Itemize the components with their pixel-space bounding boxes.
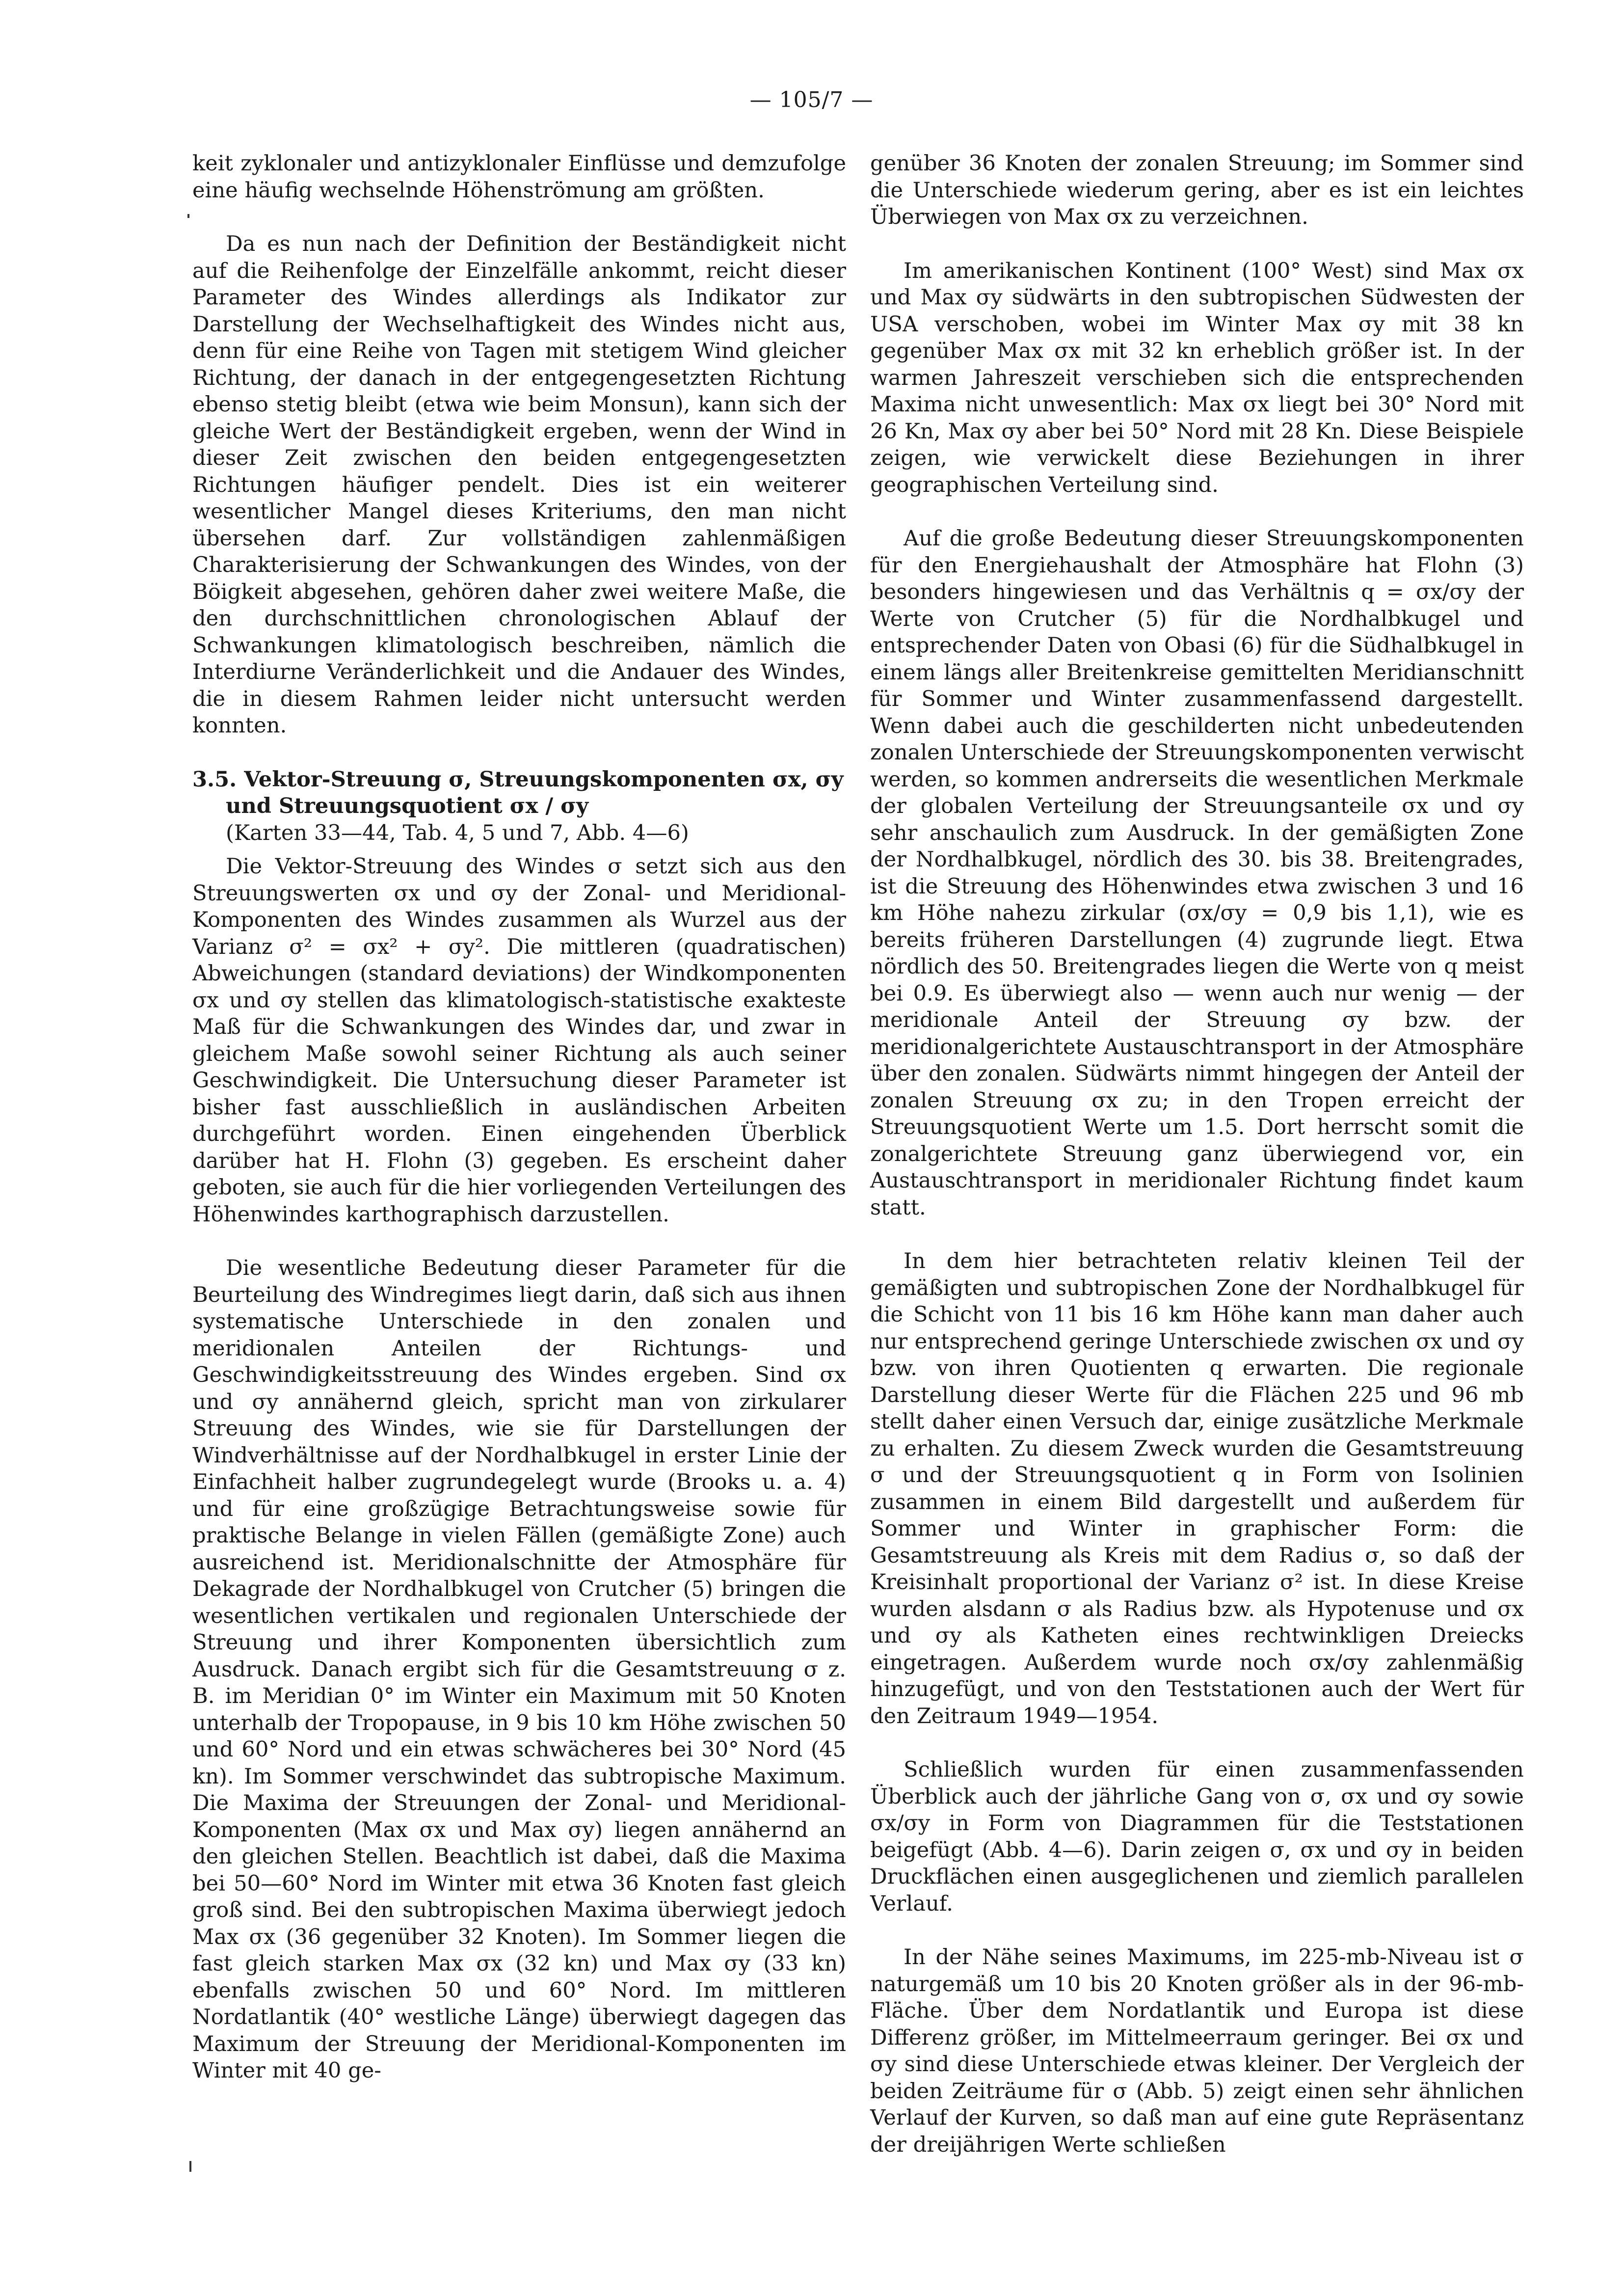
section-heading-line: und Streuungsquotient σx / σy: [226, 793, 589, 818]
scan-speck: [187, 214, 189, 218]
paragraph: Die wesentliche Bedeutung dieser Parameter für die Beurteilung des Windregimes liegt darin, daß sich aus ihnen systematische Unterschiede in den zonalen und meridionalen Anteilen der Richtungs- und Geschwindigkeitsstreuung des Windes ergeben. Sind σx und σy annähernd gleich, spricht man von zirkularer Streuung des Windes, wie sie für Darstellungen der Windverhältnisse auf der Nordhalbkugel in erster Linie der Einfachheit halber zugrundegelegt wurde (Brooks u. a. 4) und für eine großzügige Betrachtungsweise sowie für praktische Belange in vielen Fällen (gemäßigte Zone) auch ausreichend ist. Meridionalschnitte der Atmosphäre für Dekagrade der Nordhalbkugel von Crutcher (5) bringen die wesentlichen vertikalen und regionalen Unterschiede der Streuung und ihrer Komponenten übersichtlich zum Ausdruck. Danach ergibt sich für die Gesamtstreuung σ z. B. im Meridian 0° im Winter ein Maximum mit 50 Knoten unterhalb der Tropopause, in 9 bis 10 km Höhe zwischen 50 und 60° Nord und ein etwas schwächeres bei 30° Nord (45 kn). Im Sommer verschwindet das subtropische Maximum. Die Maxima der Streuungen der Zonal- und Meridional-Komponenten (Max σx und Max σy) liegen annähernd an den gleichen Stellen. Beachtlich ist dabei, daß die Maxima bei 50—60° Nord im Winter mit etwa 36 Knoten fast gleich groß sind. Bei den subtropischen Maxima überwiegt jedoch Max σx (36 gegenüber 32 Knoten). Im Sommer liegen die fast gleich starken Max σx (32 kn) und Max σy (33 kn) ebenfalls zwischen 50 und 60° Nord. Im mittleren Nordatlantik (40° westliche Länge) überwiegt dagegen das Maximum der Streuung der Meridional-Komponenten im Winter mit 40 ge-: [192, 1256, 846, 2083]
left-column: [192, 150, 846, 2084]
paragraph: In der Nähe seines Maximums, im 225-mb-Niveau ist σ naturgemäß um 10 bis 20 Knoten größer als in der 96-mb-Fläche. Über dem Nordatlantik und Europa ist diese Differenz größer, im Mittelmeerraum geringer. Bei σx und σy sind diese Unterschiede etwas kleiner. Der Vergleich der beiden Zeiträume für σ (Abb. 5) zeigt einen sehr ähnlichen Verlauf der Kurven, so daß man auf eine gute Repräsentanz der dreijährigen Werte schließen: [870, 1945, 1524, 2157]
section-heading: [192, 766, 846, 847]
paragraph: Schließlich wurden für einen zusammenfassenden Überblick auch der jährliche Gang von σ, σx und σy sowie σx/σy in Form von Diagrammen für die Teststationen beigefügt (Abb. 4—6). Darin zeigen σ, σx und σy in beiden Druckflächen einen ausgeglichenen und ziemlich parallelen Verlauf.: [870, 1757, 1524, 1916]
paragraph: Auf die große Bedeutung dieser Streuungskomponenten für den Energiehaushalt der Atmosphäre hat Flohn (3) besonders hingewiesen und das Verhältnis q = σx/σy der Werte von Crutcher (5) für die Nordhalbkugel und entsprechender Daten von Obasi (6) für die Südhalbkugel in einem längs aller Breitenkreise gemittelten Meridianschnitt für Sommer und Winter zusammenfassend dargestellt. Wenn dabei auch die geschilderten nicht unbedeutenden zonalen Unterschiede der Streuungskomponenten verwischt werden, so kommen andrerseits die wesentlichen Merkmale der globalen Verteilung der Streuungsanteile σx und σy sehr anschaulich zum Ausdruck. In der gemäßigten Zone der Nordhalbkugel, nördlich des 30. bis 38. Breitengrades, ist die Streuung des Höhenwindes etwa zwischen 3 und 16 km Höhe nahezu zirkular (σx/σy = 0,9 bis 1,1), wie es bereits früheren Darstellungen (4) zugrunde liegt. Etwa nördlich des 50. Breitengrades liegen die Werte von q meist bei 0.9. Es überwiegt also — wenn auch nur wenig — der meridionale Anteil der Streuung σy bzw. der meridionalgerichtete Austauschtransport in der Atmosphäre über den zonalen. Südwärts nimmt hingegen der Anteil der zonalen Streuung σx zu; in den Tropen erreicht der Streuungsquotient Werte um 1.5. Dort herrscht somit die zonalgerichtete Streuung ganz überwiegend vor, ein Austauschtransport in meridionaler Richtung findet kaum statt.: [870, 526, 1524, 1220]
paragraph: In dem hier betrachteten relativ kleinen Teil der gemäßigten und subtropischen Zone der Nordhalbkugel für die Schicht von 11 bis 16 km Höhe kann man daher auch nur entsprechend geringe Unterschiede zwischen σx und σy bzw. von ihren Quotienten q erwarten. Die regionale Darstellung dieser Werte für die Flächen 225 und 96 mb stellt daher einen Versuch dar, einige zusätzliche Merkmale zu erhalten. Zu diesem Zweck wurden die Gesamtstreuung σ und der Streuungsquotient q in Form von Isolinien zusammen in einem Bild dargestellt und außerdem für Sommer und Winter in graphischer Form: die Gesamtstreuung als Kreis mit dem Radius σ, so daß der Kreisinhalt proportional der Varianz σ² ist. In diese Kreise wurden alsdann σ als Radius bzw. als Hypotenuse und σx und σy als Katheten eines rechtwinkligen Dreiecks eingetragen. Außerdem wurde noch σx/σy zahlenmäßig hinzugefügt, und von den Teststationen auch der Wert für den Zeitraum 1949—1954.: [870, 1249, 1524, 1729]
paragraph: genüber 36 Knoten der zonalen Streuung; im Sommer sind die Unterschiede wiederum gering, aber es ist ein leichtes Überwiegen von Max σx zu verzeichnen.: [870, 151, 1524, 229]
scan-speck: [189, 2161, 191, 2172]
paragraph: Da es nun nach der Definition der Beständigkeit nicht auf die Reihenfolge der Einzelfälle ankommt, reicht dieser Parameter des Windes allerdings als Indikator zur Darstellung der Wechselhaftigkeit des Windes nicht aus, denn für eine Reihe von Tagen mit stetigem Wind gleicher Richtung, der danach in der entgegengesetzten Richtung ebenso stetig bleibt (etwa wie beim Monsun), kann sich der gleiche Wert der Beständigkeit ergeben, wenn der Wind in dieser Zeit zwischen den beiden entgegengesetzten Richtungen häufiger pendelt. Dies ist ein weiterer wesentlicher Mangel dieses Kriteriums, den man nicht übersehen darf. Zur vollständigen zahlenmäßigen Charakterisierung der Schwankungen des Windes, von der Böigkeit abgesehen, gehören daher zwei weitere Maße, die den durchschnittlichen chronologischen Ablauf der Schwankungen klimatologisch beschreiben, nämlich die Interdiurne Veränderlichkeit und die Andauer des Windes, die in diesem Rahmen leider nicht untersucht werden konnten.: [192, 232, 846, 738]
paragraph: Im amerikanischen Kontinent (100° West) sind Max σx und Max σy südwärts in den subtropischen Südwesten der USA verschoben, wobei im Winter Max σy mit 38 kn gegenüber Max σx mit 32 kn erheblich größer ist. In der warmen Jahreszeit verschieben sich die entsprechenden Maxima nicht unwesentlich: Max σx liegt bei 30° Nord mit 26 Kn, Max σy aber bei 50° Nord mit 28 Kn. Diese Beispiele zeigen, wie verwickelt diese Beziehungen in ihrer geographischen Verteilung sind.: [870, 258, 1524, 497]
right-column: [870, 150, 1524, 2158]
section-heading-line: 3.5. Vektor-Streuung σ, Streuungskomponenten σx, σy: [192, 766, 844, 792]
paragraph: keit zyklonaler und antizyklonaler Einflüsse und demzufolge eine häufig wechselnde Höhenströmung am größten.: [192, 151, 846, 203]
paragraph: Die Vektor-Streuung des Windes σ setzt sich aus den Streuungswerten σx und σy der Zonal- und Meridional-Komponenten des Windes zusammen als Wurzel aus der Varianz σ² = σx² + σy². Die mittleren (quadratischen) Abweichungen (standard deviations) der Windkomponenten σx und σy stellen das klimatologisch-statistische exakteste Maß für die Schwankungen des Windes dar, und zwar in gleichem Maße sowohl seiner Richtung als auch seiner Geschwindigkeit. Die Untersuchung dieser Parameter ist bisher fast ausschließlich in ausländischen Arbeiten durchgeführt worden. Einen eingehenden Überblick darüber hat H. Flohn (3) gegeben. Es erscheint daher geboten, sie auch für die hier vorliegenden Verteilungen des Höhenwindes karthographisch darzustellen.: [192, 854, 846, 1227]
section-heading-reference: (Karten 33—44, Tab. 4, 5 und 7, Abb. 4—6): [226, 820, 689, 845]
page-number: — 105/7 —: [749, 87, 874, 112]
